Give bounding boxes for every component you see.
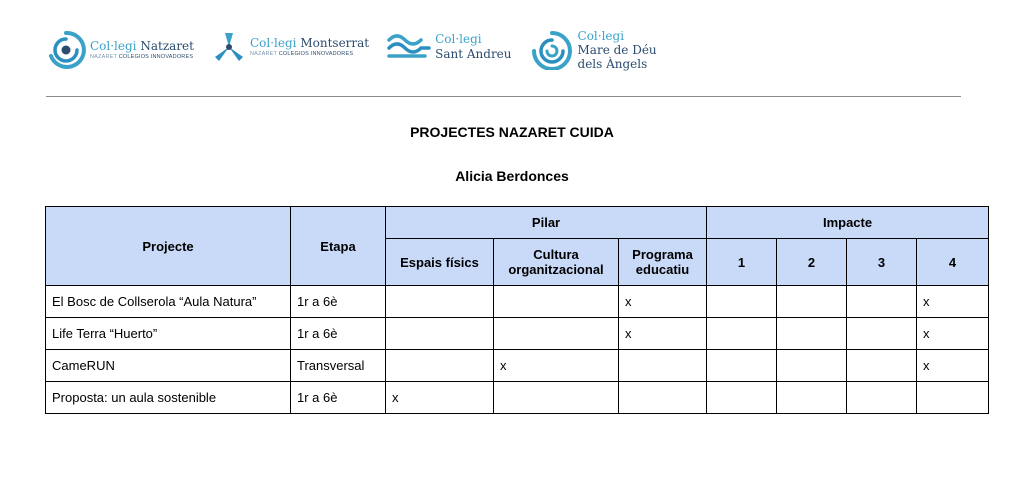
header-impacte-1: 1 bbox=[707, 239, 777, 286]
document-author: Alicia Berdonces bbox=[455, 168, 569, 184]
cell-impacte-3 bbox=[847, 350, 917, 382]
cell-etapa: Transversal bbox=[291, 350, 386, 382]
logo-tag-a: NAZARET bbox=[90, 53, 117, 60]
montserrat-propeller-icon bbox=[212, 30, 246, 64]
cell-impacte-4: x bbox=[917, 286, 989, 318]
cell-impacte-1 bbox=[707, 350, 777, 382]
logo-tag-b: COLEGIOS INNOVADORES bbox=[118, 53, 194, 60]
cell-cultura-organitzacional bbox=[494, 286, 619, 318]
header-etapa: Etapa bbox=[291, 207, 386, 286]
logo-tag-b: COLEGIOS INNOVADORES bbox=[278, 50, 354, 57]
header-cultura-organitzacional: Cultura organitzacional bbox=[494, 239, 619, 286]
logo-name-b: Mare de Déu bbox=[577, 43, 657, 57]
cell-impacte-2 bbox=[777, 318, 847, 350]
cell-programa-educatiu bbox=[619, 382, 707, 414]
header-pilar: Pilar bbox=[386, 207, 707, 239]
header-impacte: Impacte bbox=[707, 207, 989, 239]
header-impacte-2: 2 bbox=[777, 239, 847, 286]
cell-espais-fisics: x bbox=[386, 382, 494, 414]
table-row bbox=[46, 350, 989, 382]
logo-tag-a: NAZARET bbox=[249, 50, 277, 57]
header-projecte: Projecte bbox=[46, 207, 291, 286]
cell-impacte-3 bbox=[847, 382, 917, 414]
cell-projecte: CameRUN bbox=[46, 350, 291, 382]
cell-etapa: 1r a 6è bbox=[291, 318, 386, 350]
table-row bbox=[46, 382, 989, 414]
logo-name-a: Col·legi bbox=[90, 38, 137, 53]
cell-impacte-2 bbox=[777, 286, 847, 318]
cell-impacte-2 bbox=[777, 382, 847, 414]
cell-espais-fisics bbox=[386, 318, 494, 350]
cell-etapa: 1r a 6è bbox=[291, 382, 386, 414]
header-programa-educatiu: Programa educatiu bbox=[619, 239, 707, 286]
cell-impacte-1 bbox=[707, 286, 777, 318]
logo-name-a: Col·legi bbox=[249, 35, 297, 50]
logo-name-b: Montserrat bbox=[300, 35, 370, 50]
cell-espais-fisics bbox=[386, 286, 494, 318]
projects-table bbox=[45, 206, 989, 414]
cell-impacte-4 bbox=[917, 382, 989, 414]
table-row bbox=[46, 286, 989, 318]
logo-name-b: Sant Andreu bbox=[435, 46, 512, 61]
cell-etapa: 1r a 6è bbox=[291, 286, 386, 318]
logo-name-c: dels Àngels bbox=[577, 57, 648, 71]
sant-andreu-waves-icon bbox=[387, 30, 431, 62]
cell-cultura-organitzacional: x bbox=[494, 350, 619, 382]
cell-cultura-organitzacional bbox=[494, 318, 619, 350]
cell-cultura-organitzacional bbox=[494, 382, 619, 414]
table-row bbox=[46, 318, 989, 350]
cell-impacte-3 bbox=[847, 286, 917, 318]
logo-name-a: Col·legi bbox=[577, 29, 625, 43]
natzaret-swirl-icon bbox=[46, 30, 86, 70]
cell-impacte-4: x bbox=[917, 350, 989, 382]
cell-programa-educatiu: x bbox=[619, 318, 707, 350]
cell-impacte-1 bbox=[707, 318, 777, 350]
mare-de-deu-spiral-icon bbox=[530, 30, 574, 70]
cell-impacte-3 bbox=[847, 318, 917, 350]
document-title: PROJECTES NAZARET CUIDA bbox=[410, 124, 614, 140]
header-espais-fisics: Espais físics bbox=[386, 239, 494, 286]
cell-programa-educatiu bbox=[619, 350, 707, 382]
cell-projecte: Life Terra “Huerto” bbox=[46, 318, 291, 350]
logo-col-legi-sant-andreu bbox=[387, 30, 511, 62]
cell-impacte-1 bbox=[707, 382, 777, 414]
logo-name-a: Col·legi bbox=[435, 31, 482, 46]
logo-name-b: Natzaret bbox=[140, 38, 194, 53]
cell-programa-educatiu: x bbox=[619, 286, 707, 318]
logo-col-legi-mare-de-deu bbox=[530, 30, 657, 70]
cell-projecte: Proposta: un aula sostenible bbox=[46, 382, 291, 414]
school-logos bbox=[46, 30, 675, 70]
cell-espais-fisics bbox=[386, 350, 494, 382]
logo-col-legi-montserrat bbox=[212, 30, 369, 64]
header-impacte-3: 3 bbox=[847, 239, 917, 286]
header-impacte-4: 4 bbox=[917, 239, 989, 286]
cell-impacte-2 bbox=[777, 350, 847, 382]
cell-projecte: El Bosc de Collserola “Aula Natura” bbox=[46, 286, 291, 318]
header-divider bbox=[46, 96, 961, 97]
logo-col-legi-natzaret bbox=[46, 30, 194, 70]
cell-impacte-4: x bbox=[917, 318, 989, 350]
